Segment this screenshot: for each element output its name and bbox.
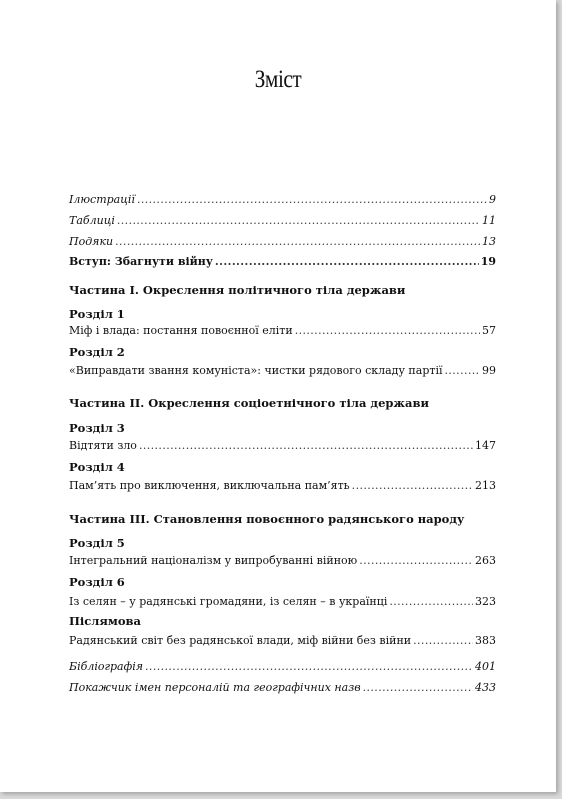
toc-page-number: 19 [480, 255, 496, 268]
chapter-label: Розділ 1 [69, 307, 125, 321]
dot-leader [444, 364, 480, 377]
toc-page-number: 99 [482, 364, 496, 377]
dot-leader [352, 479, 473, 492]
toc-entry-label: Із селян – у радянські громадяни, із селян – в українці [69, 595, 388, 608]
chapter-label: Розділ 5 [69, 536, 125, 550]
dot-leader [359, 554, 473, 567]
toc-entry-acknowledgements [69, 235, 496, 248]
toc-page-number: 9 [489, 193, 496, 206]
dot-leader [295, 324, 480, 337]
toc-entry-label: Міф і влада: постання повоєнної еліти [69, 324, 293, 337]
dot-leader [215, 255, 479, 268]
toc-entry-label: Інтегральний націоналізм у випробуванні війною [69, 554, 358, 567]
toc-entry-illustrations [69, 193, 496, 206]
toc-entry-afterword [69, 634, 496, 647]
toc-entry-chapter-4 [69, 479, 496, 492]
toc-page-number: 147 [475, 439, 496, 452]
dot-leader [145, 660, 473, 673]
toc-entry-label: Таблиці [69, 214, 115, 227]
toc-page-number: 57 [482, 324, 496, 337]
page-title: Зміст [254, 66, 302, 93]
dot-leader [117, 214, 480, 227]
toc-entry-tables [69, 214, 496, 227]
toc-entry-label: Бібліографія [69, 660, 144, 673]
toc-entry-chapter-3 [69, 439, 496, 452]
chapter-label: Розділ 6 [69, 575, 125, 589]
toc-page-number: 433 [475, 681, 496, 694]
toc-entry-label: Радянський світ без радянської влади, міф війни без війни [69, 634, 412, 647]
toc-entry-chapter-6 [69, 595, 496, 608]
toc-entry-label: Відтяти зло [69, 439, 137, 452]
toc-page-number: 401 [475, 660, 496, 673]
toc-page-number: 213 [475, 479, 496, 492]
part-heading: Частина I. Окреслення політичного тіла держави [69, 283, 406, 297]
toc-entry-label: Подяки [69, 235, 114, 248]
toc-page-number: 11 [482, 214, 496, 227]
toc-page-number: 323 [475, 595, 496, 608]
toc-page-number: 383 [475, 634, 496, 647]
part-heading: Частина III. Становлення повоєнного радянського народу [69, 512, 465, 526]
toc-entry-label: Покажчик імен персоналій та географічних назв [69, 681, 361, 694]
toc-entry-label: Ілюстрації [69, 193, 135, 206]
toc-entry-chapter-2 [69, 364, 496, 377]
dot-leader [137, 193, 487, 206]
toc-entry-intro [69, 255, 496, 268]
toc-page-number: 13 [482, 235, 496, 248]
part-heading: Частина II. Окреслення соціоетнічного тіла держави [69, 396, 430, 410]
chapter-label: Післямова [69, 614, 141, 628]
toc-entry-index [69, 681, 496, 694]
toc-entry-chapter-5 [69, 554, 496, 567]
toc-entry-bibliography [69, 660, 496, 673]
toc-entry-label: Вступ: Збагнути війну [69, 255, 213, 268]
dot-leader [115, 235, 480, 248]
toc-entry-chapter-1 [69, 324, 496, 337]
toc-page-number: 263 [475, 554, 496, 567]
dot-leader [413, 634, 473, 647]
dot-leader [363, 681, 473, 694]
dot-leader [139, 439, 473, 452]
toc-entry-label: «Виправдати звання комуніста»: чистки рядового складу партії [69, 364, 443, 377]
dot-leader [389, 595, 473, 608]
chapter-label: Розділ 2 [69, 345, 125, 359]
chapter-label: Розділ 3 [69, 421, 125, 435]
chapter-label: Розділ 4 [69, 460, 125, 474]
toc-entry-label: Пам’ять про виключення, виключальна пам’ять [69, 479, 350, 492]
